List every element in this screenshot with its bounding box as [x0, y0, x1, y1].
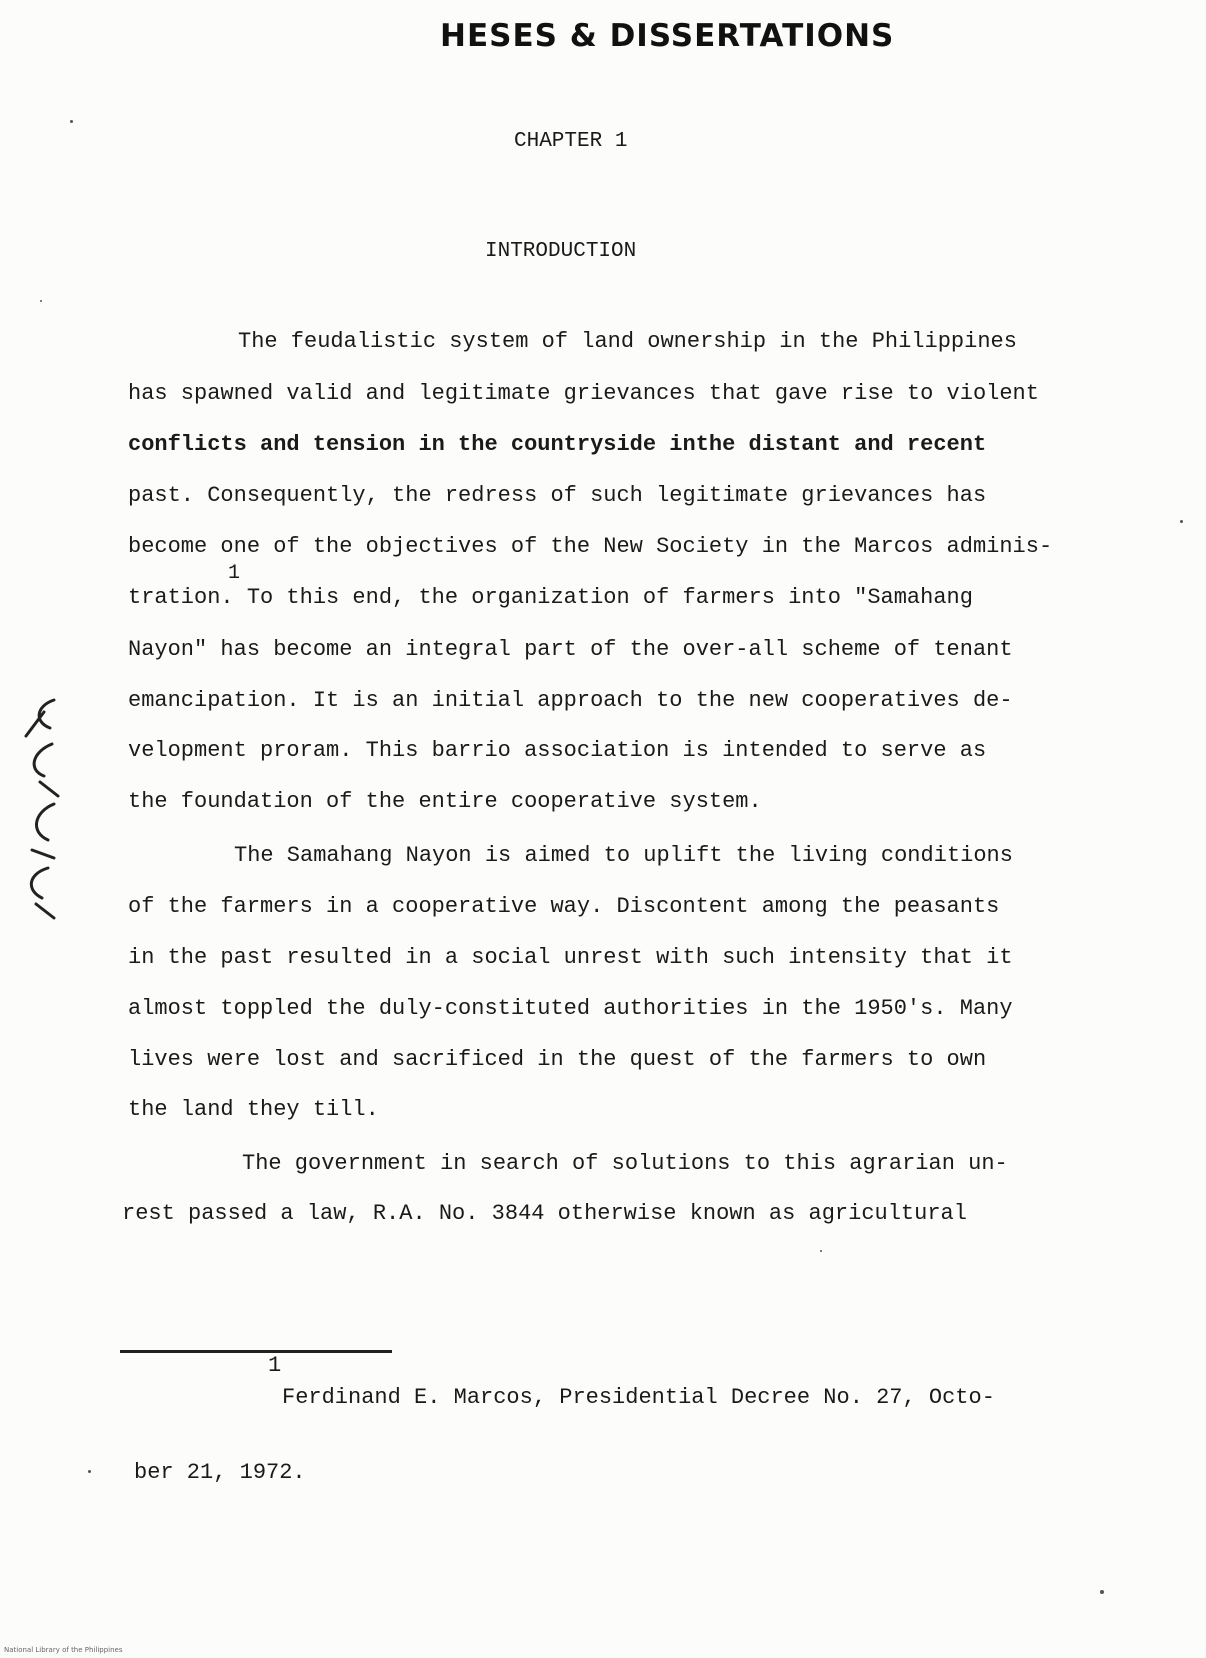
paper-speck: [1100, 1590, 1104, 1594]
chapter-heading: CHAPTER 1: [514, 130, 628, 153]
body-line: the land they till.: [128, 1097, 379, 1122]
body-line: The government in search of solutions to this agrarian un-: [242, 1151, 1008, 1176]
body-line: The Samahang Nayon is aimed to uplift the living conditions: [234, 843, 1013, 868]
footnote-line: Ferdinand E. Marcos, Presidential Decree No. 27, Octo-: [282, 1385, 995, 1410]
body-line: The feudalistic system of land ownership in the Philippines: [238, 329, 1017, 354]
body-line: almost toppled the duly-constituted authorities in the 1950's. Many: [128, 996, 1013, 1021]
handwritten-accession-note: [14, 692, 64, 922]
body-line: rest passed a law, R.A. No. 3844 otherwise known as agricultural: [122, 1201, 967, 1226]
footnote-marker: 1: [228, 562, 241, 585]
paper-speck: [70, 120, 73, 123]
paper-speck: [1180, 520, 1183, 523]
body-line: become one of the objectives of the New Society in the Marcos adminis-: [128, 534, 1053, 559]
paper-speck: [88, 1470, 91, 1473]
footnote-line: ber 21, 1972.: [134, 1460, 306, 1485]
theses-stamp: HESES & DISSERTATIONS: [440, 18, 895, 54]
body-line: past. Consequently, the redress of such legitimate grievances has: [128, 483, 987, 508]
body-line: the foundation of the entire cooperative system.: [128, 789, 762, 814]
footnote-number: 1: [268, 1353, 282, 1378]
body-line: has spawned valid and legitimate grievances that gave rise to violent: [128, 381, 1039, 406]
body-line: velopment proram. This barrio association is intended to serve as: [128, 738, 987, 763]
footnote-rule: [120, 1350, 392, 1353]
body-line: in the past resulted in a social unrest with such intensity that it: [128, 945, 1013, 970]
body-line: of the farmers in a cooperative way. Discontent among the peasants: [128, 894, 1000, 919]
body-line: lives were lost and sacrificed in the quest of the farmers to own: [128, 1047, 987, 1072]
section-title: INTRODUCTION: [485, 240, 637, 263]
paper-speck: [820, 1250, 822, 1252]
archive-footer: National Library of the Philippines: [4, 1646, 123, 1654]
body-line: tration. To this end, the organization of farmers into "Samahang: [128, 585, 973, 610]
body-line: conflicts and tension in the countryside inthe distant and recent: [128, 432, 987, 457]
paper-speck: [40, 300, 42, 302]
body-line: Nayon" has become an integral part of the over-all scheme of tenant: [128, 637, 1013, 662]
body-line: emancipation. It is an initial approach to the new cooperatives de-: [128, 688, 1013, 713]
